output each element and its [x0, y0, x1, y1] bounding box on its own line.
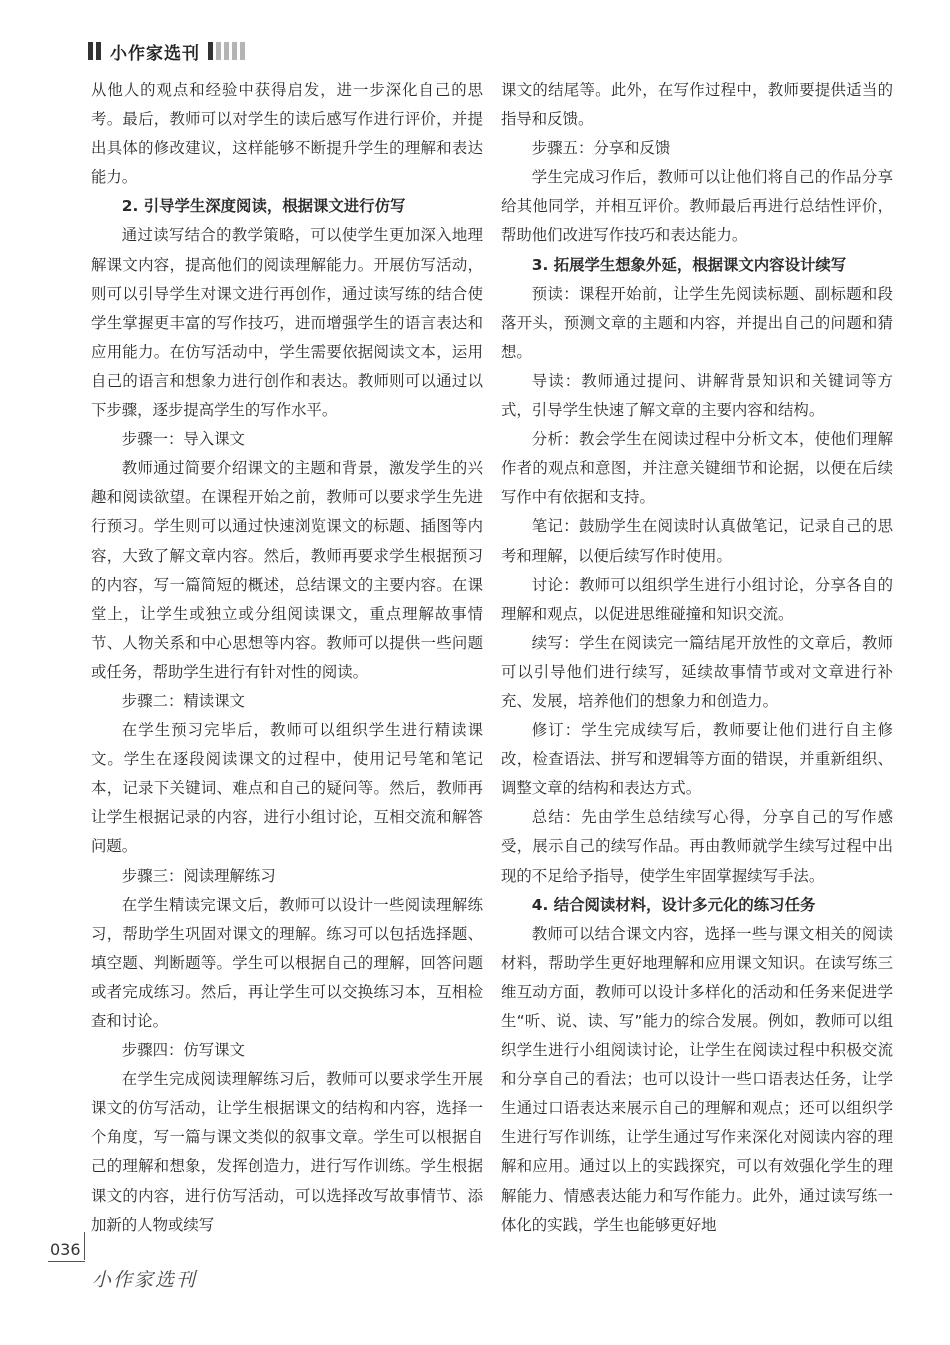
paragraph: 在学生精读完课文后，教师可以设计一些阅读理解练习，帮助学生巩固对课文的理解。练习可以包括选择题、填空题、判断题等。学生可以根据自己的理解，回答问题或者完成练习。然后，再让学生可以交换练习本，互相检查和讨论。: [91, 895, 483, 1030]
header-bar-icon: [216, 42, 221, 60]
paragraph: 步骤三：阅读理解练习: [121, 866, 276, 885]
header-bar-icon: [96, 42, 101, 60]
paragraph: 从他人的观点和经验中获得启发，进一步深化自己的思考。最后，教师可以对学生的读后感写作进行评价，并提出具体的修改建议，这样能够不断提升学生的理解和表达能力。: [91, 81, 483, 187]
paragraph: 笔记：鼓励学生在阅读时认真做笔记，记录自己的思考和理解，以便后续写作时使用。: [501, 517, 893, 565]
section-heading: 3. 拓展学生想象外延，根据课文内容设计续写: [531, 255, 847, 274]
paragraph: 分析：教会学生在阅读过程中分析文本，使他们理解作者的观点和意图，并注意关键细节和论据，以便在后续写作中有依据和支持。: [501, 430, 893, 507]
paragraph: 教师通过简要介绍课文的主题和背景，激发学生的兴趣和阅读欲望。在课程开始之前，教师可以要求学生先进行预习。学生则可以通过快速浏览课文的标题、插图等内容，大致了解文章内容。然后，教师再要求学生根据预习的内容，写一篇简短的概述，总结课文的主要内容。在课堂上，让学生或独立或分组阅读课文，重点理解故事情节、人物关系和中心思想等内容。教师可以提供一些问题或任务，帮助学生进行有针对性的阅读。: [91, 459, 483, 681]
paragraph: 通过读写结合的教学策略，可以使学生更加深入地理解课文内容，提高他们的阅读理解能力。开展仿写活动，则可以引导学生对课文进行再创作，通过读写练的结合使学生掌握更丰富的写作技巧，进而增强学生的语言表达和应用能力。在仿写活动中，学生需要依据阅读文本，运用自己的语言和想象力进行创作和表达。教师则可以通过以下步骤，逐步提高学生的写作水平。: [91, 226, 483, 420]
paragraph: 步骤一：导入课文: [121, 430, 245, 449]
paragraph: 总结：先由学生总结续写心得，分享自己的写作感受，展示自己的续写作品。再由教师就学生续写过程中出现的不足给予指导，使学生牢固掌握续写手法。: [501, 808, 893, 885]
right-column: [501, 76, 893, 1240]
paragraph: 教师可以结合课文内容，选择一些与课文相关的阅读材料，帮助学生更好地理解和应用课文知识。在读写练三维互动方面，教师可以设计多样化的活动和任务来促进学生“听、说、读、写”能力的综合发展。例如，教师可以组织学生进行小组阅读讨论，让学生在阅读过程中积极交流和分享自己的看法；也可以设计一些口语表达任务，让学生通过口语表达来展示自己的理解和观点；还可以组织学生进行写作训练，让学生通过写作来深化对阅读内容的理解和应用。通过以上的实践探究，可以有效强化学生的理解能力、情感表达能力和写作能力。此外，通过读写练一体化的实践，学生也能够更好地: [501, 924, 893, 1234]
paragraph: 在学生预习完毕后，教师可以组织学生进行精读课文。学生在逐段阅读课文的过程中，使用记号笔和笔记本，记录下关键词、难点和自己的疑问等。然后，教师再让学生根据记录的内容，进行小组讨论，互相交流和解答问题。: [91, 721, 483, 856]
paragraph: 续写：学生在阅读完一篇结尾开放性的文章后，教师可以引导他们进行续写，延续故事情节或对文章进行补充、发展，培养他们的想象力和创造力。: [501, 633, 893, 710]
section-heading: 4. 结合阅读材料，设计多元化的练习任务: [531, 895, 816, 914]
footer-rule: [48, 1261, 85, 1262]
paragraph: 课文的结尾等。此外，在写作过程中，教师要提供适当的指导和反馈。: [501, 81, 893, 129]
paragraph: 学生完成习作后，教师可以让他们将自己的作品分享给其他同学，并相互评价。教师最后再进行总结性评价，帮助他们改进写作技巧和表达能力。: [501, 168, 893, 245]
paragraph: 在学生完成阅读理解练习后，教师可以要求学生开展课文的仿写活动，让学生根据课文的结构和内容，选择一个角度，写一篇与课文类似的叙事文章。学生可以根据自己的理解和想象，发挥创造力，进行写作训练。学生根据课文的内容，进行仿写活动，可以选择改写故事情节、添加新的人物或续写: [91, 1070, 483, 1234]
paragraph: 步骤五：分享和反馈: [531, 139, 671, 158]
paragraph: 修订：学生完成续写后，教师要让他们进行自主修改，检查语法、拼写和逻辑等方面的错误，并重新组织、调整文章的结构和表达方式。: [501, 721, 893, 798]
paragraph: 预读：课程开始前，让学生先阅读标题、副标题和段落开头，预测文章的主题和内容，并提出自己的问题和猜想。: [501, 284, 893, 361]
footer-brand-logo: 小作家选刊: [92, 1269, 198, 1291]
header-bar-icon: [224, 42, 229, 60]
header-bar-icon: [232, 42, 237, 60]
header-bar-icon: [240, 42, 245, 60]
journal-title: 小作家选刊: [110, 43, 200, 64]
paragraph: 讨论：教师可以组织学生进行小组讨论，分享各自的理解和观点，以促进思维碰撞和知识交流。: [501, 575, 893, 623]
paragraph: 步骤二：精读课文: [121, 691, 245, 710]
paragraph: 步骤四：仿写课文: [121, 1041, 245, 1060]
running-header: [88, 40, 248, 62]
footer-divider: [84, 1232, 85, 1260]
page-number: 036: [50, 1240, 81, 1259]
header-bar-icon: [88, 42, 93, 60]
paragraph: 导读：教师通过提问、讲解背景知识和关键词等方式，引导学生快速了解文章的主要内容和结构。: [501, 371, 893, 420]
left-column: [91, 76, 483, 1240]
section-heading: 2. 引导学生深度阅读，根据课文进行仿写: [121, 197, 406, 216]
header-bar-icon: [208, 42, 213, 60]
